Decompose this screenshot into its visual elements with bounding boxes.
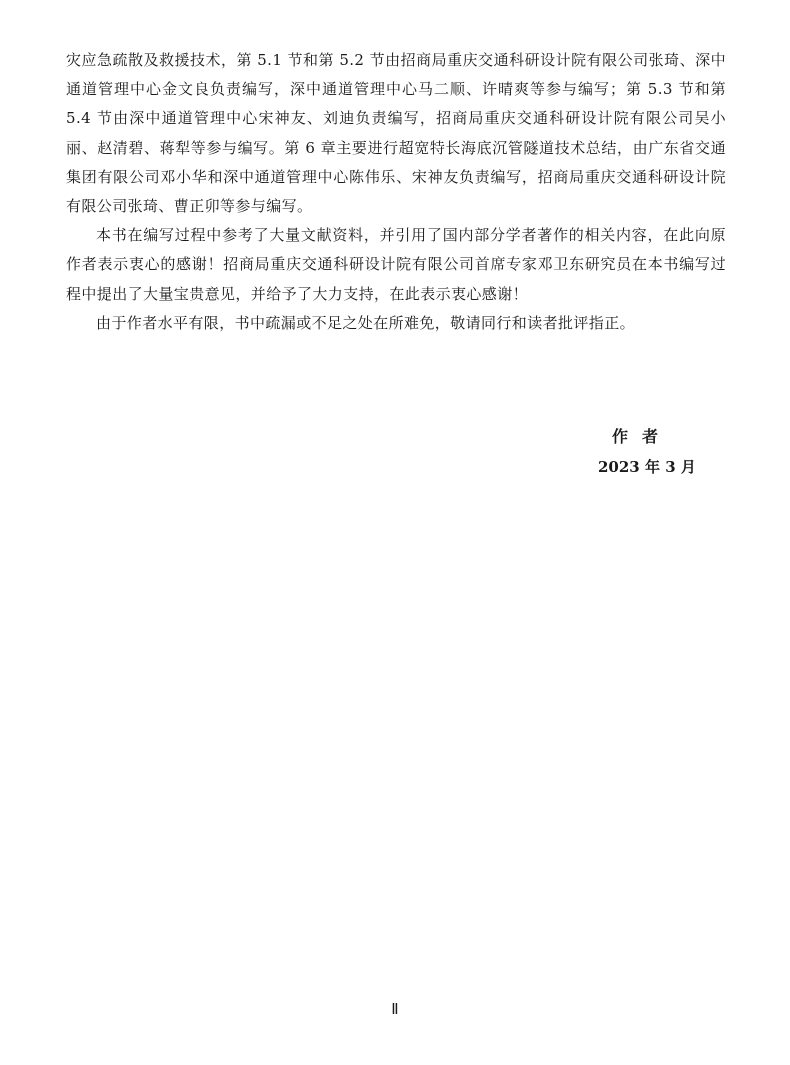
- signature-date: 2023 年 3 月: [598, 458, 696, 476]
- page-number: Ⅱ: [391, 1002, 399, 1018]
- signature-author: 作者: [612, 427, 673, 446]
- paragraph-continued: 灾应急疏散及救援技术，第 5.1 节和第 5.2 节由招商局重庆交通科研设计院有限公司张琦、深中通道管理中心金文良负责编写，深中通道管理中心马二顺、许晴爽等参与编写；第 5.3 节和第 5.4 节由深中通道管理中心宋神友、刘迪负责编写，招商局重庆交通科研设计院有限公司吴小丽、赵清碧、蒋犁等参与编写。第 6 章主要进行超宽特长海底沉管隧道技术总结，由广东省交通集团有限公司邓小华和深中通道管理中心陈伟乐、宋神友负责编写，招商局重庆交通科研设计院有限公司张琦、曹正卯等参与编写。: [66, 51, 726, 216]
- paragraph-acknowledgement: 本书在编写过程中参考了大量文献资料，并引用了国内部分学者著作的相关内容，在此向原作者表示衷心的感谢！招商局重庆交通科研设计院有限公司首席专家邓卫东研究员在本书编写过程中提出了大量宝贵意见，并给予了大力支持，在此表示衷心感谢！: [66, 226, 726, 303]
- paragraph-disclaimer: 由于作者水平有限，书中疏漏或不足之处在所难免，敬请同行和读者批评指正。: [96, 313, 636, 332]
- preface-body: [66, 46, 726, 338]
